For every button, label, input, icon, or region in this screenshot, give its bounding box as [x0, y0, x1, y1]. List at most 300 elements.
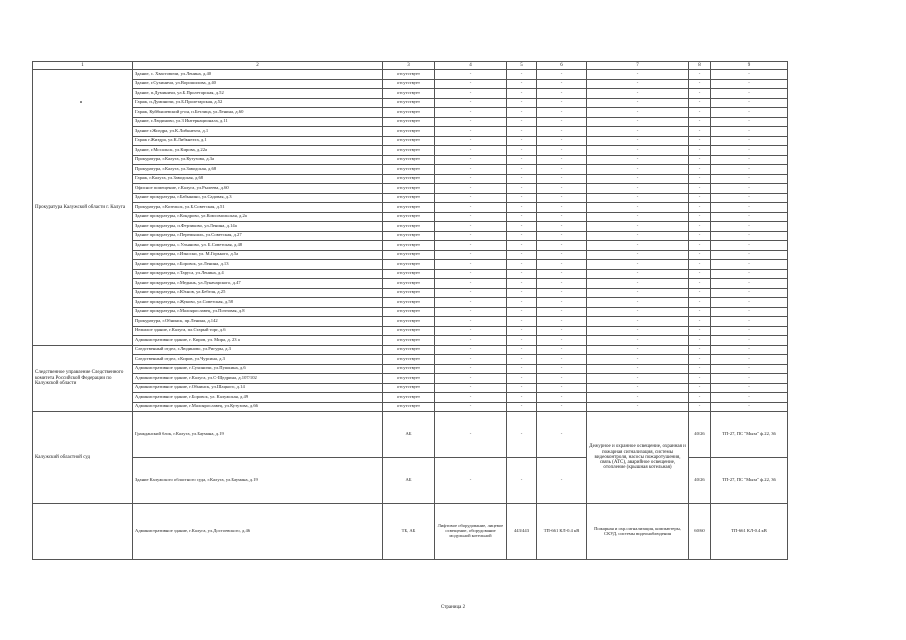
- value-cell: -: [711, 79, 788, 89]
- value-cell: -: [587, 70, 689, 80]
- value-cell: -: [587, 307, 689, 317]
- value-cell: -: [435, 184, 507, 194]
- value-cell: -: [689, 260, 711, 270]
- value-cell: -: [711, 70, 788, 80]
- value-cell: -: [587, 231, 689, 241]
- table-row: [33, 383, 788, 393]
- value-cell: -: [435, 146, 507, 156]
- value-cell: -: [537, 355, 587, 365]
- table-row: [33, 412, 788, 458]
- value-cell: -: [587, 288, 689, 298]
- table-row: [33, 326, 788, 336]
- table-row: [33, 184, 788, 194]
- value-cell: отсутствует: [383, 127, 435, 137]
- table-row: [33, 193, 788, 203]
- value-cell: -: [711, 374, 788, 384]
- value-cell: отсутствует: [383, 108, 435, 118]
- header-cell-9: 9: [711, 62, 788, 70]
- value-cell: -: [507, 364, 537, 374]
- value-cell: -: [587, 326, 689, 336]
- organization-cell: Прокуратура Калужской области г. Калуга: [33, 70, 133, 346]
- value-cell: -: [435, 127, 507, 137]
- object-name-cell: Здание прокуратуры, г.Юхнов, ул.Бебеля, д.25: [133, 288, 383, 298]
- value-cell: отсутствует: [383, 307, 435, 317]
- value-cell: -: [689, 203, 711, 213]
- table-row: [33, 279, 788, 289]
- value-cell: -: [711, 165, 788, 175]
- object-name-cell: Здание прокуратуры, г.Бабынино, ул.Садовая, д.3: [133, 193, 383, 203]
- value-cell: -: [507, 412, 537, 458]
- value-cell: -: [507, 98, 537, 108]
- value-cell: ТП-661 КЛ-0.4 кВ: [537, 504, 587, 560]
- value-cell: -: [711, 89, 788, 99]
- value-cell: -: [537, 174, 587, 184]
- value-cell: -: [587, 250, 689, 260]
- value-cell: -: [689, 345, 711, 355]
- value-cell: -: [507, 374, 537, 384]
- table-row: [33, 345, 788, 355]
- value-cell: -: [507, 298, 537, 308]
- value-cell: -: [507, 117, 537, 127]
- object-name-cell: Гараж г.Жиздра, ул.К.Либкнехта, д.1: [133, 136, 383, 146]
- value-cell: -: [711, 203, 788, 213]
- object-name-cell: Здание, г.Сухиничи, ул.Ворошилова, д.40: [133, 79, 383, 89]
- table-row: [33, 98, 788, 108]
- value-cell: -: [711, 307, 788, 317]
- object-name-cell: Административное здание, г.Обнинск, ул.Шацкого, д.14: [133, 383, 383, 393]
- power-source-cell: ТП-27, ПС "Мыза" ф.22, 36: [711, 412, 788, 458]
- value-cell: -: [507, 165, 537, 175]
- table-row: [33, 298, 788, 308]
- object-name-cell: Здание прокуратуры, г.Медынь, ул.Луначарского, д.47: [133, 279, 383, 289]
- header-cell-6: 6: [537, 62, 587, 70]
- value-cell: -: [507, 307, 537, 317]
- header-cell-1: 1: [33, 62, 133, 70]
- value-cell: отсутствует: [383, 89, 435, 99]
- value-cell: -: [711, 117, 788, 127]
- value-cell: -: [689, 317, 711, 327]
- object-name-cell: Прокуратура, г.Калуга, ул.Заводская, д.68: [133, 165, 383, 175]
- value-cell: -: [537, 98, 587, 108]
- value-cell: -: [711, 108, 788, 118]
- table-row: [33, 203, 788, 213]
- value-cell: -: [507, 136, 537, 146]
- value-cell: -: [587, 98, 689, 108]
- value-cell: отсутствует: [383, 317, 435, 327]
- table-row: [33, 241, 788, 251]
- value-cell: -: [507, 222, 537, 232]
- value-cell: -: [689, 231, 711, 241]
- value-cell: отсутствует: [383, 374, 435, 384]
- table-row: [33, 269, 788, 279]
- value-cell: отсутствует: [383, 298, 435, 308]
- object-name-cell: Гараж, Куйбышевский р-он, п.Бетлица, ул.Ленина, д.60: [133, 108, 383, 118]
- value-cell: -: [507, 108, 537, 118]
- document-table-wrapper: [32, 61, 787, 560]
- value-cell: -: [587, 383, 689, 393]
- value-cell: -: [711, 364, 788, 374]
- value-cell: -: [507, 89, 537, 99]
- value-cell: ТП-661 КЛ-0.4 кВ: [711, 504, 788, 560]
- value-cell: -: [587, 117, 689, 127]
- table-row: [33, 317, 788, 327]
- value-cell: -: [587, 108, 689, 118]
- value-cell: -: [537, 279, 587, 289]
- value-cell: -: [435, 165, 507, 175]
- value-cell: -: [689, 279, 711, 289]
- value-cell: отсутствует: [383, 184, 435, 194]
- value-cell: -: [689, 402, 711, 412]
- value-cell: 40/26: [689, 458, 711, 504]
- value-cell: -: [537, 155, 587, 165]
- value-cell: -: [689, 269, 711, 279]
- value-cell: -: [537, 79, 587, 89]
- value-cell: -: [689, 108, 711, 118]
- header-cell-2: 2: [133, 62, 383, 70]
- object-name-cell: Прокуратура, г.Козельск, ул.Б.Советская, д.51: [133, 203, 383, 213]
- value-cell: отсутствует: [383, 402, 435, 412]
- value-cell: -: [435, 345, 507, 355]
- value-cell: -: [711, 250, 788, 260]
- value-cell: отсутствует: [383, 136, 435, 146]
- value-cell: -: [435, 70, 507, 80]
- value-cell: -: [711, 98, 788, 108]
- value-cell: 443/443: [507, 504, 537, 560]
- value-cell: -: [587, 355, 689, 365]
- value-cell: -: [507, 269, 537, 279]
- header-row: [33, 62, 788, 70]
- value-cell: -: [689, 98, 711, 108]
- value-cell: -: [537, 317, 587, 327]
- object-name-cell: Следственный отдел, г.Киров, ул.Чурсина, д.3: [133, 355, 383, 365]
- value-cell: -: [711, 345, 788, 355]
- header-cell-3: 3: [383, 62, 435, 70]
- value-cell: -: [507, 355, 537, 365]
- value-cell: -: [689, 127, 711, 137]
- value-cell: -: [689, 146, 711, 156]
- value-cell: -: [507, 393, 537, 403]
- value-cell: -: [435, 89, 507, 99]
- object-name-cell: Прокуратура, г.Обнинск, пр.Ленина, д.142: [133, 317, 383, 327]
- value-cell: отсутствует: [383, 117, 435, 127]
- value-cell: -: [587, 345, 689, 355]
- table-row: [33, 108, 788, 118]
- value-cell: отсутствует: [383, 165, 435, 175]
- organization-cell: Следственное управление Следственного комитета Российской Федерации по Калужской области: [33, 345, 133, 412]
- value-cell: -: [537, 374, 587, 384]
- header-cell-7: 7: [587, 62, 689, 70]
- value-cell: -: [537, 307, 587, 317]
- object-name-cell: Здание г.Жиздра, ул.К.Либкнехта, д.1: [133, 127, 383, 137]
- value-cell: -: [507, 250, 537, 260]
- table-row: [33, 374, 788, 384]
- value-cell: отсутствует: [383, 364, 435, 374]
- value-cell: отсутствует: [383, 70, 435, 80]
- object-name-cell: Прокуратура, г.Калуга, ул.Кутузова, д.3а: [133, 155, 383, 165]
- value-cell: отсутствует: [383, 355, 435, 365]
- table-row: [33, 307, 788, 317]
- object-name-cell: Здание прокуратуры, г.Малоярославец, ул.Почтовая, д.8: [133, 307, 383, 317]
- value-cell: отсутствует: [383, 260, 435, 270]
- table-row: [33, 117, 788, 127]
- value-cell: -: [587, 155, 689, 165]
- value-cell: -: [587, 241, 689, 251]
- object-name-cell: Административное здание, г.Калуга, ул.С-Щедрина, д.107/102: [133, 374, 383, 384]
- value-cell: -: [537, 241, 587, 251]
- value-cell: -: [587, 402, 689, 412]
- value-cell: -: [587, 279, 689, 289]
- object-name-cell: Гражданский блок, г.Калуга, ул.Баумана, д.19: [133, 412, 383, 458]
- value-cell: отсутствует: [383, 222, 435, 232]
- value-cell: отсутствует: [383, 98, 435, 108]
- value-cell: -: [435, 136, 507, 146]
- organization-cell: [33, 504, 133, 560]
- value-cell: -: [507, 241, 537, 251]
- value-cell: -: [689, 155, 711, 165]
- value-cell: -: [711, 184, 788, 194]
- value-cell: -: [587, 269, 689, 279]
- value-cell: -: [711, 326, 788, 336]
- value-cell: -: [537, 212, 587, 222]
- value-cell: -: [507, 146, 537, 156]
- value-cell: -: [711, 298, 788, 308]
- value-cell: отсутствует: [383, 174, 435, 184]
- value-cell: -: [537, 193, 587, 203]
- value-cell: -: [435, 155, 507, 165]
- table-row: [33, 364, 788, 374]
- value-cell: отсутствует: [383, 336, 435, 346]
- value-cell: -: [537, 250, 587, 260]
- value-cell: -: [689, 364, 711, 374]
- object-name-cell: Административное здание, г. Киров, ул. Мира, д. 23 а: [133, 336, 383, 346]
- value-cell: -: [587, 136, 689, 146]
- value-cell: -: [507, 127, 537, 137]
- value-cell: -: [537, 117, 587, 127]
- value-cell: -: [711, 155, 788, 165]
- value-cell: -: [435, 241, 507, 251]
- value-cell: -: [507, 70, 537, 80]
- value-cell: Пожарная и охр.сигнализация, компьютеры, СКУД, системы видеонаблюдения: [587, 504, 689, 560]
- value-cell: -: [435, 393, 507, 403]
- value-cell: -: [507, 288, 537, 298]
- reserve-consumers-cell: Дежурное и охранное освещение, охранная и пожарная сигнализация, системы видеоконтроля, насосы пожаротушения, связь (АТС), аварийное освещение, отопление (крышная котельная): [587, 412, 689, 504]
- value-cell: -: [587, 336, 689, 346]
- value-cell: -: [435, 117, 507, 127]
- value-cell: -: [537, 288, 587, 298]
- value-cell: -: [537, 412, 587, 458]
- page-number: Страница 2: [440, 605, 466, 610]
- value-cell: -: [537, 269, 587, 279]
- value-cell: -: [435, 336, 507, 346]
- value-cell: -: [537, 345, 587, 355]
- value-cell: отсутствует: [383, 193, 435, 203]
- value-cell: -: [711, 146, 788, 156]
- value-cell: -: [711, 317, 788, 327]
- table-row: [33, 231, 788, 241]
- value-cell: -: [711, 269, 788, 279]
- value-cell: -: [587, 89, 689, 99]
- value-cell: -: [587, 79, 689, 89]
- value-cell: -: [537, 165, 587, 175]
- value-cell: -: [507, 458, 537, 504]
- value-cell: -: [587, 364, 689, 374]
- value-cell: отсутствует: [383, 203, 435, 213]
- value-cell: отсутствует: [383, 146, 435, 156]
- value-cell: -: [711, 193, 788, 203]
- value-cell: -: [507, 383, 537, 393]
- value-cell: -: [689, 136, 711, 146]
- value-cell: Лифтовое оборудование, лицевое освещение, оборудование модульной котельной: [435, 504, 507, 560]
- value-cell: -: [689, 374, 711, 384]
- value-cell: отсутствует: [383, 79, 435, 89]
- value-cell: -: [689, 184, 711, 194]
- table-row: [33, 127, 788, 137]
- object-name-cell: Гараж, г.Калуга, ул.Заводская, д.68: [133, 174, 383, 184]
- value-cell: 60/60: [689, 504, 711, 560]
- value-cell: -: [711, 241, 788, 251]
- value-cell: -: [537, 260, 587, 270]
- value-cell: -: [689, 70, 711, 80]
- power-source-cell: ТП-27, ПС "Мыза" ф.22, 36: [711, 458, 788, 504]
- value-cell: -: [689, 288, 711, 298]
- value-cell: -: [689, 355, 711, 365]
- value-cell: -: [507, 402, 537, 412]
- value-cell: -: [435, 279, 507, 289]
- value-cell: -: [435, 412, 507, 458]
- object-name-cell: Здание, г.Людиново, ул.3 Интернационала, д.11: [133, 117, 383, 127]
- value-cell: -: [435, 212, 507, 222]
- value-cell: -: [435, 288, 507, 298]
- value-cell: -: [587, 146, 689, 156]
- table-row: [33, 222, 788, 232]
- value-cell: -: [711, 279, 788, 289]
- value-cell: -: [689, 298, 711, 308]
- table-body: [33, 62, 788, 560]
- value-cell: -: [537, 458, 587, 504]
- value-cell: -: [689, 393, 711, 403]
- table-row: [33, 165, 788, 175]
- value-cell: отсутствует: [383, 393, 435, 403]
- value-cell: -: [711, 127, 788, 137]
- value-cell: -: [587, 317, 689, 327]
- value-cell: -: [435, 250, 507, 260]
- object-name-cell: Нежилое здание, г.Калуга, пл.Старый торг, д.6: [133, 326, 383, 336]
- value-cell: отсутствует: [383, 269, 435, 279]
- value-cell: -: [537, 231, 587, 241]
- value-cell: -: [587, 298, 689, 308]
- value-cell: -: [507, 279, 537, 289]
- value-cell: -: [587, 127, 689, 137]
- value-cell: отсутствует: [383, 279, 435, 289]
- value-cell: -: [711, 288, 788, 298]
- value-cell: -: [507, 345, 537, 355]
- value-cell: -: [537, 326, 587, 336]
- value-cell: -: [711, 260, 788, 270]
- header-cell-8: 8: [689, 62, 711, 70]
- value-cell: отсутствует: [383, 212, 435, 222]
- table-row: [33, 174, 788, 184]
- facilities-table: [32, 61, 788, 560]
- object-name-cell: Здание, с. Хвастовичи, ул.Ленина, д.40: [133, 70, 383, 80]
- value-cell: -: [507, 317, 537, 327]
- value-cell: -: [435, 317, 507, 327]
- value-cell: -: [689, 241, 711, 251]
- value-cell: АБ: [383, 458, 435, 504]
- value-cell: -: [507, 184, 537, 194]
- value-cell: отсутствует: [383, 288, 435, 298]
- value-cell: -: [507, 336, 537, 346]
- value-cell: -: [537, 70, 587, 80]
- object-name-cell: Здание прокуратуры, с.Ульяново, ул. Б.Советская, д.48: [133, 241, 383, 251]
- table-row: [33, 79, 788, 89]
- object-name-cell: Офисное помещение, г.Калуга, ул.Рылеева, д.60: [133, 184, 383, 194]
- object-name-cell: Здание прокуратуры, п.Ферзиково, ул.Ленина, д.14а: [133, 222, 383, 232]
- value-cell: -: [587, 203, 689, 213]
- value-cell: отсутствует: [383, 231, 435, 241]
- value-cell: -: [537, 222, 587, 232]
- table-row: [33, 288, 788, 298]
- table-row: [33, 70, 788, 80]
- value-cell: -: [711, 402, 788, 412]
- value-cell: -: [711, 222, 788, 232]
- value-cell: -: [537, 89, 587, 99]
- value-cell: -: [435, 326, 507, 336]
- value-cell: -: [435, 383, 507, 393]
- header-cell-5: 5: [507, 62, 537, 70]
- value-cell: -: [689, 326, 711, 336]
- value-cell: -: [689, 174, 711, 184]
- value-cell: -: [689, 336, 711, 346]
- value-cell: -: [507, 212, 537, 222]
- value-cell: -: [587, 174, 689, 184]
- table-row: [33, 212, 788, 222]
- value-cell: -: [435, 298, 507, 308]
- object-name-cell: Здание прокуратуры, г.Боровск, ул.Ленина, д.13: [133, 260, 383, 270]
- value-cell: -: [711, 174, 788, 184]
- value-cell: -: [711, 231, 788, 241]
- object-name-cell: Здание Калужского областного суда, г.Калуга, ул.Баумана, д.19: [133, 458, 383, 504]
- value-cell: 40/26: [689, 412, 711, 458]
- object-name-cell: Административное здание, г.Калуга, ул.Достоевского, д.46: [133, 504, 383, 560]
- value-cell: -: [587, 393, 689, 403]
- object-name-cell: Здание прокуратуры, г.Жуково, ул.Советская, д.58: [133, 298, 383, 308]
- value-cell: -: [435, 193, 507, 203]
- value-cell: -: [537, 298, 587, 308]
- value-cell: АБ: [383, 412, 435, 458]
- value-cell: -: [689, 212, 711, 222]
- value-cell: -: [689, 117, 711, 127]
- value-cell: -: [507, 326, 537, 336]
- value-cell: -: [587, 374, 689, 384]
- object-name-cell: Следственный отдел, г.Людиново, ул.Ригуры, д.3: [133, 345, 383, 355]
- value-cell: -: [689, 79, 711, 89]
- value-cell: отсутствует: [383, 250, 435, 260]
- table-row: [33, 336, 788, 346]
- table-row: [33, 136, 788, 146]
- value-cell: -: [587, 184, 689, 194]
- object-name-cell: Административное здание, г.Боровск, ул. Калужская, д.49: [133, 393, 383, 403]
- value-cell: -: [711, 393, 788, 403]
- value-cell: -: [435, 374, 507, 384]
- value-cell: -: [435, 355, 507, 365]
- value-cell: -: [711, 355, 788, 365]
- value-cell: отсутствует: [383, 345, 435, 355]
- value-cell: -: [507, 174, 537, 184]
- table-row: [33, 355, 788, 365]
- value-cell: -: [587, 212, 689, 222]
- object-name-cell: Здание, п.Думиничи, ул.Б.Пролетарская, д.52: [133, 89, 383, 99]
- value-cell: -: [689, 222, 711, 232]
